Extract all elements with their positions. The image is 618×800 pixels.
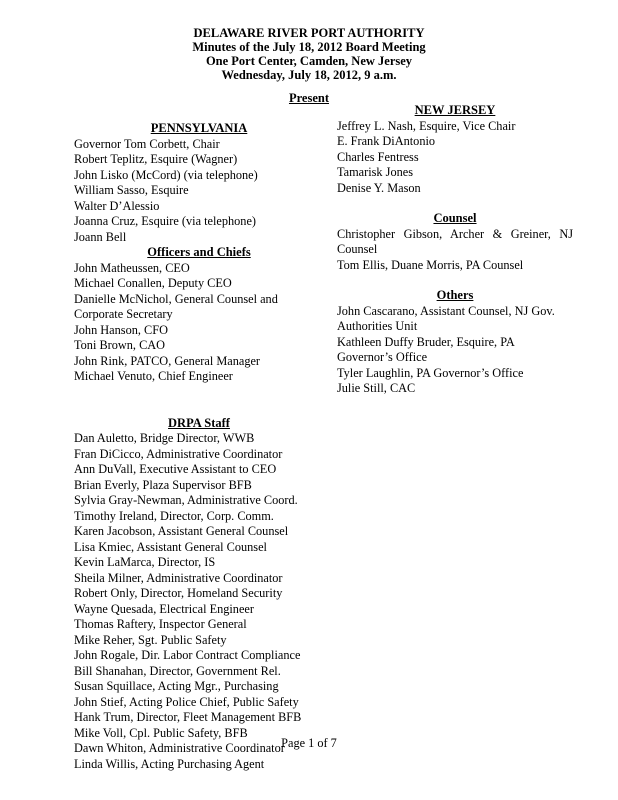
list-item: Kevin LaMarca, Director, IS <box>74 555 216 569</box>
page-number: Page 1 of 7 <box>281 736 337 750</box>
list-item: John Lisko (McCord) (via telephone) <box>74 167 258 182</box>
list-item: Timothy Ireland, Director, Corp. Comm. <box>74 508 274 523</box>
list-item: Robert Teplitz, Esquire (Wagner) <box>74 152 238 166</box>
list-item: Karen Jacobson, Assistant General Counsel <box>74 524 289 538</box>
left-column <box>74 121 324 772</box>
list-item: Michael Venuto, Chief Engineer <box>74 369 233 383</box>
list-item: John Cascarano, Assistant Counsel, NJ Gov. Authorities Unit <box>337 303 555 333</box>
section-title-new-jersey: NEW JERSEY <box>414 103 496 117</box>
officers-section <box>74 245 324 385</box>
list-item: E. Frank DiAntonio <box>337 134 436 148</box>
staff-section <box>74 416 324 773</box>
list-item: Denise Y. Mason <box>337 180 421 195</box>
list-item: Dan Auletto, Bridge Director, WWB <box>74 431 255 445</box>
list-item: Joann Bell <box>74 229 127 244</box>
list-item: Governor Tom Corbett, Chair <box>74 136 220 151</box>
list-item: Danielle McNichol, General Counsel and Corporate Secretary <box>74 291 278 321</box>
list-item: Brian Everly, Plaza Supervisor BFB <box>74 477 252 492</box>
list-item: Tom Ellis, Duane Morris, PA Counsel <box>337 257 524 272</box>
list-item: Susan Squillace, Acting Mgr., Purchasing <box>74 679 279 693</box>
list-item: Thomas Raftery, Inspector General <box>74 617 247 631</box>
list-item: John Stief, Acting Police Chief, Public Safety <box>74 694 299 709</box>
meeting-location: One Port Center, Camden, New Jersey <box>205 54 413 68</box>
section-title-counsel: Counsel <box>433 211 477 225</box>
section-title-staff: DRPA Staff <box>168 415 230 430</box>
present-heading: Present <box>288 91 330 105</box>
list-item: Wayne Quesada, Electrical Engineer <box>74 601 254 616</box>
meeting-datetime: Wednesday, July 18, 2012, 9 a.m. <box>221 68 397 82</box>
list-item: Mike Reher, Sgt. Public Safety <box>74 632 227 647</box>
list-item: Linda Willis, Acting Purchasing Agent <box>74 756 265 771</box>
others-section <box>337 288 573 397</box>
list-item: Charles Fentress <box>337 149 419 164</box>
list-item: John Matheussen, CEO <box>74 260 190 275</box>
pennsylvania-section <box>74 121 324 245</box>
list-item: Sylvia Gray-Newman, Administrative Coord. <box>74 493 298 507</box>
list-item: Kathleen Duffy Bruder, Esquire, PA Governor’s Office <box>337 334 515 364</box>
section-title-pennsylvania: PENNSYLVANIA <box>150 121 248 135</box>
section-title-officers: Officers and Chiefs <box>147 245 251 259</box>
section-title-others: Others <box>436 288 474 302</box>
list-item: John Hanson, CFO <box>74 322 168 337</box>
list-item: Michael Conallen, Deputy CEO <box>74 276 232 290</box>
list-item: Christopher Gibson, Archer & Greiner, NJ Counsel <box>337 226 573 256</box>
new-jersey-section <box>337 103 573 196</box>
list-item: Dawn Whiton, Administrative Coordinator <box>74 741 285 755</box>
list-item: Tyler Laughlin, PA Governor’s Office <box>337 365 524 380</box>
list-item: Julie Still, CAC <box>337 381 416 395</box>
list-item: Sheila Milner, Administrative Coordinator <box>74 570 283 585</box>
list-item: John Rogale, Dir. Labor Contract Compliance <box>74 648 301 662</box>
list-item: Toni Brown, CAO <box>74 338 166 352</box>
counsel-section <box>337 211 573 273</box>
document-title: Minutes of the July 18, 2012 Board Meeting <box>192 40 426 54</box>
list-item: Ann DuVall, Executive Assistant to CEO <box>74 462 277 476</box>
list-item: Mike Voll, Cpl. Public Safety, BFB <box>74 725 248 740</box>
document-org: DELAWARE RIVER PORT AUTHORITY <box>193 26 425 40</box>
list-item: Fran DiCicco, Administrative Coordinator <box>74 446 283 461</box>
list-item: Lisa Kmiec, Assistant General Counsel <box>74 539 267 554</box>
list-item: Walter D’Alessio <box>74 198 160 213</box>
list-item: Tamarisk Jones <box>337 165 413 179</box>
list-item: Hank Trum, Director, Fleet Management BFB <box>74 710 302 724</box>
list-item: Joanna Cruz, Esquire (via telephone) <box>74 214 256 228</box>
right-column <box>337 103 573 397</box>
list-item: Robert Only, Director, Homeland Security <box>74 586 283 600</box>
list-item: John Rink, PATCO, General Manager <box>74 353 261 368</box>
list-item: Bill Shanahan, Director, Government Rel. <box>74 663 281 678</box>
list-item: William Sasso, Esquire <box>74 183 189 197</box>
list-item: Jeffrey L. Nash, Esquire, Vice Chair <box>337 118 516 133</box>
